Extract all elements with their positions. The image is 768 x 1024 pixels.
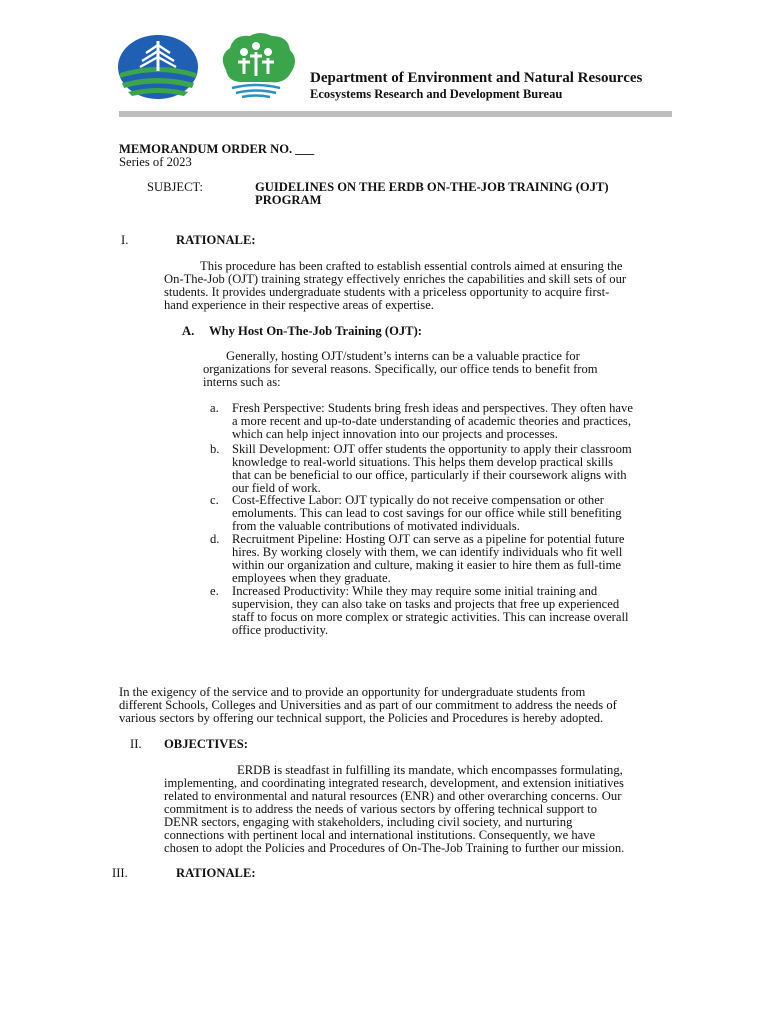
section-1-title: RATIONALE: [176,233,256,247]
list-line: staff to focus on more complex or strategic activities. This can increase overall [232,610,629,624]
list-item-text [232,443,672,495]
subject-label: SUBJECT: [147,180,204,194]
section-1-numeral: I. [121,233,129,247]
section-2-paragraph-line: ERDB is steadfast in fulfilling its mandate, which encompasses formulating, [237,763,623,777]
section-2-paragraph-line: related to environmental and natural resources (ENR) and other overarching concerns. Our [164,789,622,803]
memo-order-number: MEMORANDUM ORDER NO. ___ [119,142,315,156]
subsection-a-intro-line: Generally, hosting OJT/student’s interns can be a valuable practice for [226,349,580,363]
list-marker: d. [210,532,220,546]
list-line: supervision, they can also take on tasks and projects that free up experienced [232,597,620,611]
subsection-a-intro-line: organizations for several reasons. Specifically, our office tends to benefit from [203,362,598,376]
section-2-numeral: II. [130,737,142,751]
section-2-paragraph-line: implementing, and coordinating integrated research, development, and extension initiatives [164,776,624,790]
list-marker: e. [210,584,219,598]
closing-paragraph-line: various sectors by offering our technical support, the Policies and Procedures is hereby adopted. [119,711,604,725]
list-line: from the valuable contributions of motivated individuals. [232,519,520,533]
section-2-paragraph-line: connections with pertinent local and international institutions. Consequently, we have [164,828,596,842]
list-line: which can help inject innovation into our projects and processes. [232,427,558,441]
erdb-logo [214,30,298,100]
list-line: Recruitment Pipeline: Hosting OJT can serve as a pipeline for potential future [232,532,625,546]
list-marker: b. [210,442,220,456]
subsection-a-intro-line: interns such as: [203,375,281,389]
closing-paragraph-line: In the exigency of the service and to provide an opportunity for undergraduate students from [119,685,586,699]
list-line: a more recent and up-to-date understanding of academic theories and practices, [232,414,631,428]
list-line: knowledge to real-world situations. This helps them develop practical skills [232,455,613,469]
letterhead [310,70,690,102]
section-2-title: OBJECTIVES: [164,737,248,751]
closing-paragraph-line: different Schools, Colleges and Universities and as part of our commitment to address the needs of [119,698,617,712]
list-line: emoluments. This can lead to cost savings for our office while still benefiting [232,506,622,520]
agency-name: Department of Environment and Natural Resources [310,70,643,86]
list-line: office productivity. [232,623,329,637]
list-marker: c. [210,493,219,507]
section-2-paragraph-line: DENR sectors, engaging with stakeholders, including civil society, and nurturing [164,815,573,829]
denr-logo [116,33,200,101]
list-line: within our organization and culture, making it easier to hire them as full-time [232,558,622,572]
subsection-a-marker: A. [182,324,195,338]
list-line: our field of work. [232,481,321,495]
memo-series: Series of 2023 [119,155,192,169]
section-2-paragraph-line: commitment is to address the needs of various sectors by offering technical support to [164,802,598,816]
section-1-paragraph-line: On-The-Job (OJT) training strategy effectively enriches the capabilities and skill sets of our [164,272,627,286]
section-2-paragraph-line: chosen to adopt the Policies and Procedures of On-The-Job Training to further our mission. [164,841,625,855]
subject-line-2: PROGRAM [255,193,322,207]
subject-line-1: GUIDELINES ON THE ERDB ON-THE-JOB TRAINING (OJT) [255,180,609,194]
subsection-a-title: Why Host On-The-Job Training (OJT): [209,324,422,338]
section-1-paragraph-line: This procedure has been crafted to establish essential controls aimed at ensuring the [200,259,623,273]
list-line: Increased Productivity: While they may require some initial training and [232,584,598,598]
list-line: that can be beneficial to our office, particularly if their coursework aligns with [232,468,627,482]
list-item-text [232,402,672,441]
list-line: Fresh Perspective: Students bring fresh ideas and perspectives. They often have [232,401,633,415]
header-rule [119,111,672,117]
section-1-paragraph-line: students. It provides undergraduate students with a priceless opportunity to acquire first- [164,285,610,299]
list-line: Skill Development: OJT offer students the opportunity to apply their classroom [232,442,632,456]
list-item-text [232,585,672,637]
list-line: employees when they graduate. [232,571,391,585]
list-item-text [232,533,672,585]
list-line: Cost-Effective Labor: OJT typically do not receive compensation or other [232,493,604,507]
list-line: hires. By working closely with them, we can identify individuals who fit well [232,545,623,559]
list-item-text [232,494,672,533]
section-3-title: RATIONALE: [176,866,256,880]
bureau-name: Ecosystems Research and Development Bureau [310,87,563,101]
section-1-paragraph-line: hand experience in their respective areas of expertise. [164,298,434,312]
list-marker: a. [210,401,219,415]
section-3-numeral: III. [112,866,128,880]
